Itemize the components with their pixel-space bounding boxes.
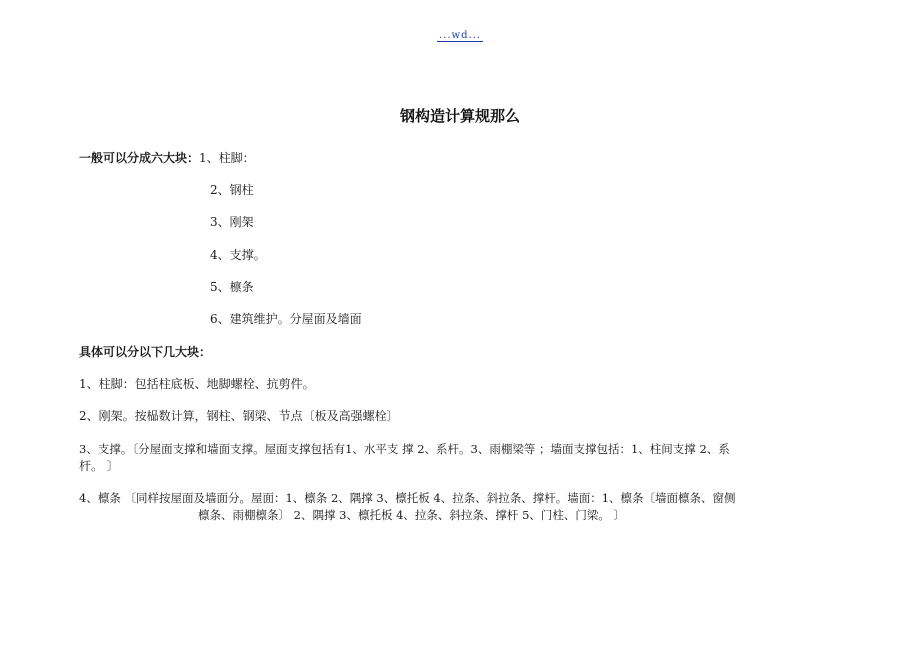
header-watermark <box>0 30 920 41</box>
page-title: 钢构造计算规那么 <box>399 107 520 125</box>
header-mark-text: ...wd... <box>438 30 482 41</box>
section2-line-2: 2、刚架。按榀数计算，钢柱、钢梁、节点〔板及高强螺栓〕 <box>79 409 399 423</box>
section2-line-4: 4、檩条 〔同样按屋面及墙面分。屋面：1、檩条 2、隅撑 3、檩托板 4、拉条、斜拉条、撑杆。墙面：1、檩条〔墙面檩条、窗侧 <box>79 491 736 505</box>
section2-line-4-cont: 檩条、雨棚檩条〕 2、隅撑 3、檩托板 4、拉条、斜拉条、撑杆 5、门柱、门梁。 〕 <box>198 508 626 522</box>
section2-line-3-cont: 杆。 〕 <box>79 459 119 473</box>
section2-line-3: 3、支撑。〔分屋面支撑和墙面支撑。屋面支撑包括有1、水平支 撑 2、系杆。3、雨棚梁等 ；墙面支撑包括：1、柱间支撑 2、系 <box>79 442 730 456</box>
section1-item-6: 6、建筑维护。分屋面及墙面 <box>210 312 362 326</box>
section1-item-2: 2、钢柱 <box>210 183 254 197</box>
section1-intro: 一般可以分成六大块： <box>79 151 200 165</box>
section2-heading: 具体可以分以下几大块： <box>79 345 212 359</box>
section1-item-5: 5、檩条 <box>210 280 254 294</box>
section1-item-1: 1、柱脚： <box>199 151 255 165</box>
section1-item-3: 3、刚架 <box>210 215 254 229</box>
section1-item-4: 4、支撑。 <box>210 248 266 262</box>
section2-line-1: 1、柱脚：包括柱底板、地脚螺栓、抗剪件。 <box>79 377 315 391</box>
section1-line <box>79 149 255 167</box>
